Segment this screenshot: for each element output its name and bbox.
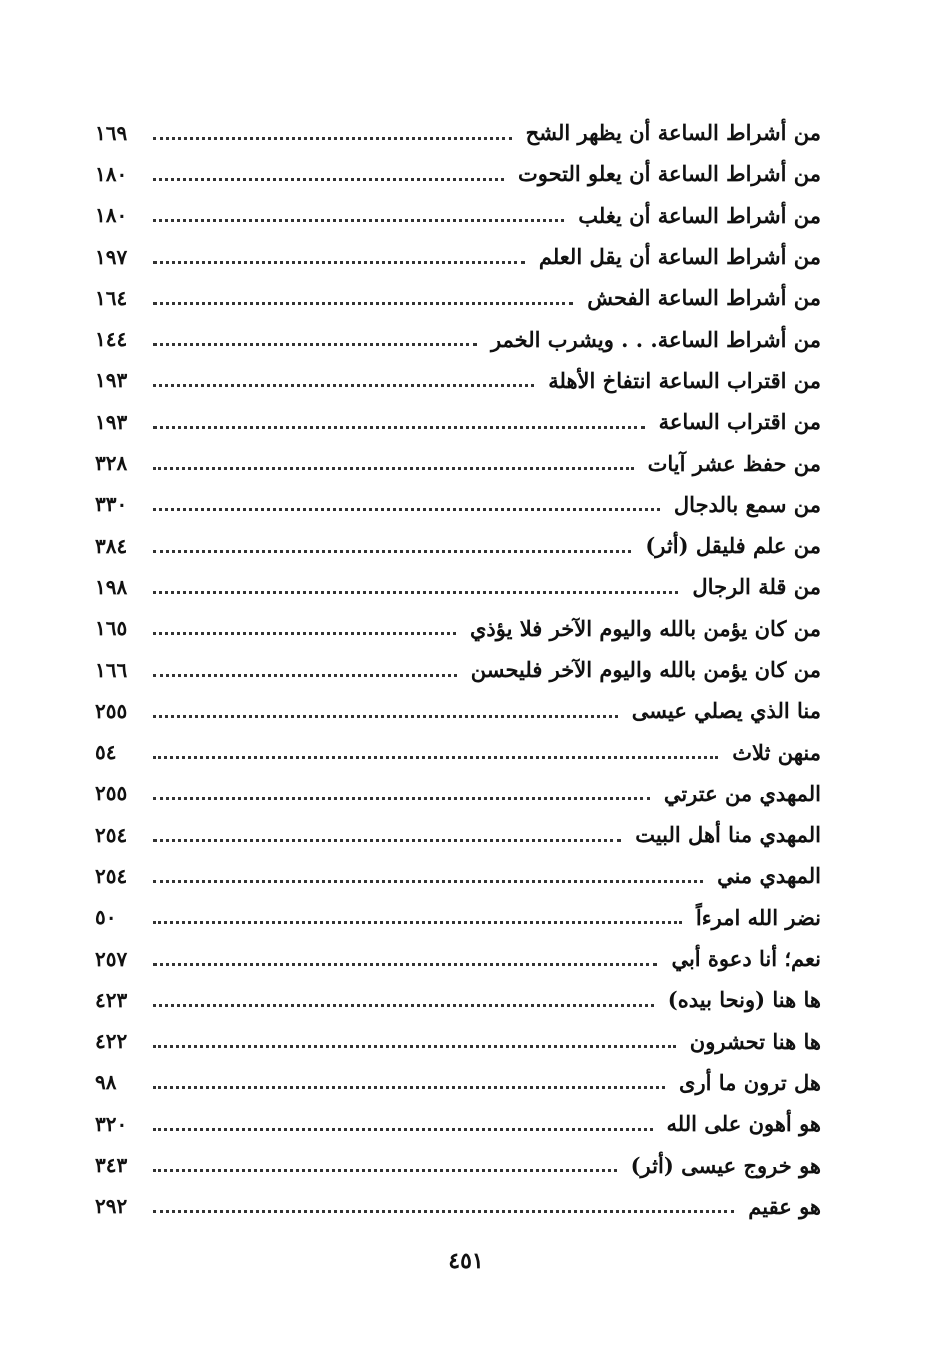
- entry-title: نضر الله امرءاً: [695, 904, 821, 930]
- entry-title: من حفظ عشر آيات: [647, 450, 821, 476]
- dot-leader: [153, 920, 682, 924]
- entry-page-number: ٩٨: [95, 1070, 117, 1095]
- entry-title: المهدي مني: [717, 863, 821, 889]
- entry-page-number: ٥٠: [95, 905, 117, 930]
- entry-page-number: ٣٤٣: [95, 1153, 128, 1178]
- entry-page-number: ٢٥٤: [95, 863, 128, 888]
- entry-page-number: ٣٣٠: [95, 492, 128, 517]
- entry-title: من أشراط الساعة الفحش: [587, 285, 821, 311]
- index-entry: [95, 731, 825, 772]
- index-entry: [95, 1144, 825, 1185]
- dot-leader: [153, 755, 718, 759]
- entry-title: من اقتراب الساعة انتفاخ الأهلة: [548, 367, 821, 393]
- index-entry: [95, 277, 825, 318]
- entry-page-number: ١٦٥: [95, 616, 128, 641]
- dot-leader: [153, 631, 456, 635]
- index-entry: [95, 566, 825, 607]
- dot-leader: [153, 1085, 665, 1089]
- index-entry: [95, 649, 825, 690]
- entry-title: المهدي من عترتي: [663, 780, 821, 806]
- entry-title: منهن ثلاث: [732, 739, 821, 765]
- entry-title: من علم فليقل (أثر): [645, 533, 821, 559]
- index-entry: [95, 112, 825, 153]
- dot-leader: [153, 673, 457, 677]
- index-entry: [95, 1103, 825, 1144]
- index-entry: [95, 153, 825, 194]
- entry-page-number: ٣٢٠: [95, 1111, 128, 1136]
- index-entry: [95, 401, 825, 442]
- entry-title: من أشراط الساعة أن يظهر الشح: [525, 120, 821, 146]
- entry-title: ها هنا (ونحا بيده): [667, 987, 821, 1013]
- dot-leader: [153, 714, 618, 718]
- entry-title: من أشراط الساعة أن يغلب: [578, 202, 821, 228]
- index-entry: [95, 484, 825, 525]
- entry-page-number: ٤٢٣: [95, 987, 128, 1012]
- entry-title: من أشراط الساعة أن يعلو التحوت: [518, 161, 821, 187]
- entry-page-number: ١٩٧: [95, 244, 128, 269]
- index-entry: [95, 814, 825, 855]
- entry-title: من قلة الرجال: [692, 574, 821, 600]
- entry-page-number: ٥٤: [95, 740, 117, 765]
- index-entry: [95, 938, 825, 979]
- dot-leader: [153, 383, 534, 387]
- index-entry: [95, 525, 825, 566]
- dot-leader: [153, 177, 504, 181]
- entry-page-number: ١٨٠: [95, 203, 128, 228]
- entry-page-number: ٢٥٥: [95, 781, 128, 806]
- entry-title: هو خروج عيسى (أثر): [630, 1152, 821, 1178]
- entry-page-number: ١٦٤: [95, 285, 128, 310]
- dot-leader: [153, 879, 703, 883]
- dot-leader: [153, 1127, 653, 1131]
- dot-leader: [153, 1168, 617, 1172]
- dot-leader: [153, 1003, 654, 1007]
- entry-title: نعم؛ أنا دعوة أبي: [671, 946, 821, 972]
- dot-leader: [153, 507, 660, 511]
- dot-leader: [153, 136, 512, 140]
- entry-title: من اقتراب الساعة: [658, 409, 821, 435]
- entry-title: هو عقيم: [748, 1193, 821, 1219]
- entry-page-number: ١٨٠: [95, 161, 128, 186]
- entry-title: هل ترون ما أرى: [679, 1069, 821, 1095]
- entry-title: ها هنا تحشرون: [689, 1028, 821, 1054]
- entry-page-number: ٢٥٤: [95, 822, 128, 847]
- entry-page-number: ٢٥٥: [95, 698, 128, 723]
- index-entry: [95, 195, 825, 236]
- index-entry: [95, 855, 825, 896]
- index-entry: [95, 773, 825, 814]
- index-entry: [95, 608, 825, 649]
- entry-page-number: ١٦٩: [95, 120, 128, 145]
- dot-leader: [153, 590, 678, 594]
- entry-title: من أشراط الساعة أن يقل العلم: [538, 244, 821, 270]
- entry-page-number: ١٩٣: [95, 368, 128, 393]
- entry-page-number: ١٦٦: [95, 657, 128, 682]
- dot-leader: [153, 1209, 734, 1213]
- entry-page-number: ٢٥٧: [95, 946, 128, 971]
- index-entry: [95, 690, 825, 731]
- dot-leader: [153, 342, 477, 346]
- entry-page-number: ٢٩٢: [95, 1194, 128, 1219]
- index-entry: [95, 897, 825, 938]
- entry-title: هو أهون على الله: [666, 1111, 821, 1137]
- index-entry: [95, 318, 825, 359]
- index-entry: [95, 1062, 825, 1103]
- dot-leader: [153, 549, 631, 553]
- entry-page-number: ٣٨٤: [95, 533, 128, 558]
- index-entry: [95, 979, 825, 1020]
- index-entry: [95, 236, 825, 277]
- dot-leader: [153, 962, 657, 966]
- index-entry: [95, 360, 825, 401]
- dot-leader: [153, 838, 621, 842]
- entry-title: منا الذي يصلي عيسى: [631, 698, 821, 724]
- entry-title: من أشراط الساعة. . . ويشرب الخمر: [490, 326, 821, 352]
- entry-title: من كان يؤمن بالله واليوم الآخر فلا يؤذي: [469, 615, 821, 641]
- entry-page-number: ٤٢٢: [95, 1029, 128, 1054]
- dot-leader: [153, 260, 525, 264]
- entry-page-number: ١٤٤: [95, 327, 128, 352]
- dot-leader: [153, 425, 645, 429]
- index-entry: [95, 442, 825, 483]
- index-list: [95, 112, 825, 1227]
- dot-leader: [153, 218, 564, 222]
- page-number: ٤٥١: [448, 1248, 484, 1274]
- entry-title: المهدي منا أهل البيت: [635, 822, 821, 848]
- dot-leader: [153, 796, 650, 800]
- index-entry: [95, 1186, 825, 1227]
- entry-page-number: ١٩٣: [95, 409, 128, 434]
- entry-page-number: ٣٢٨: [95, 451, 128, 476]
- entry-title: من سمع بالدجال: [673, 491, 821, 517]
- dot-leader: [153, 301, 573, 305]
- entry-title: من كان يؤمن بالله واليوم الآخر فليحسن: [470, 657, 821, 682]
- dot-leader: [153, 1044, 676, 1048]
- dot-leader: [153, 466, 634, 470]
- entry-page-number: ١٩٨: [95, 574, 128, 599]
- index-entry: [95, 1021, 825, 1062]
